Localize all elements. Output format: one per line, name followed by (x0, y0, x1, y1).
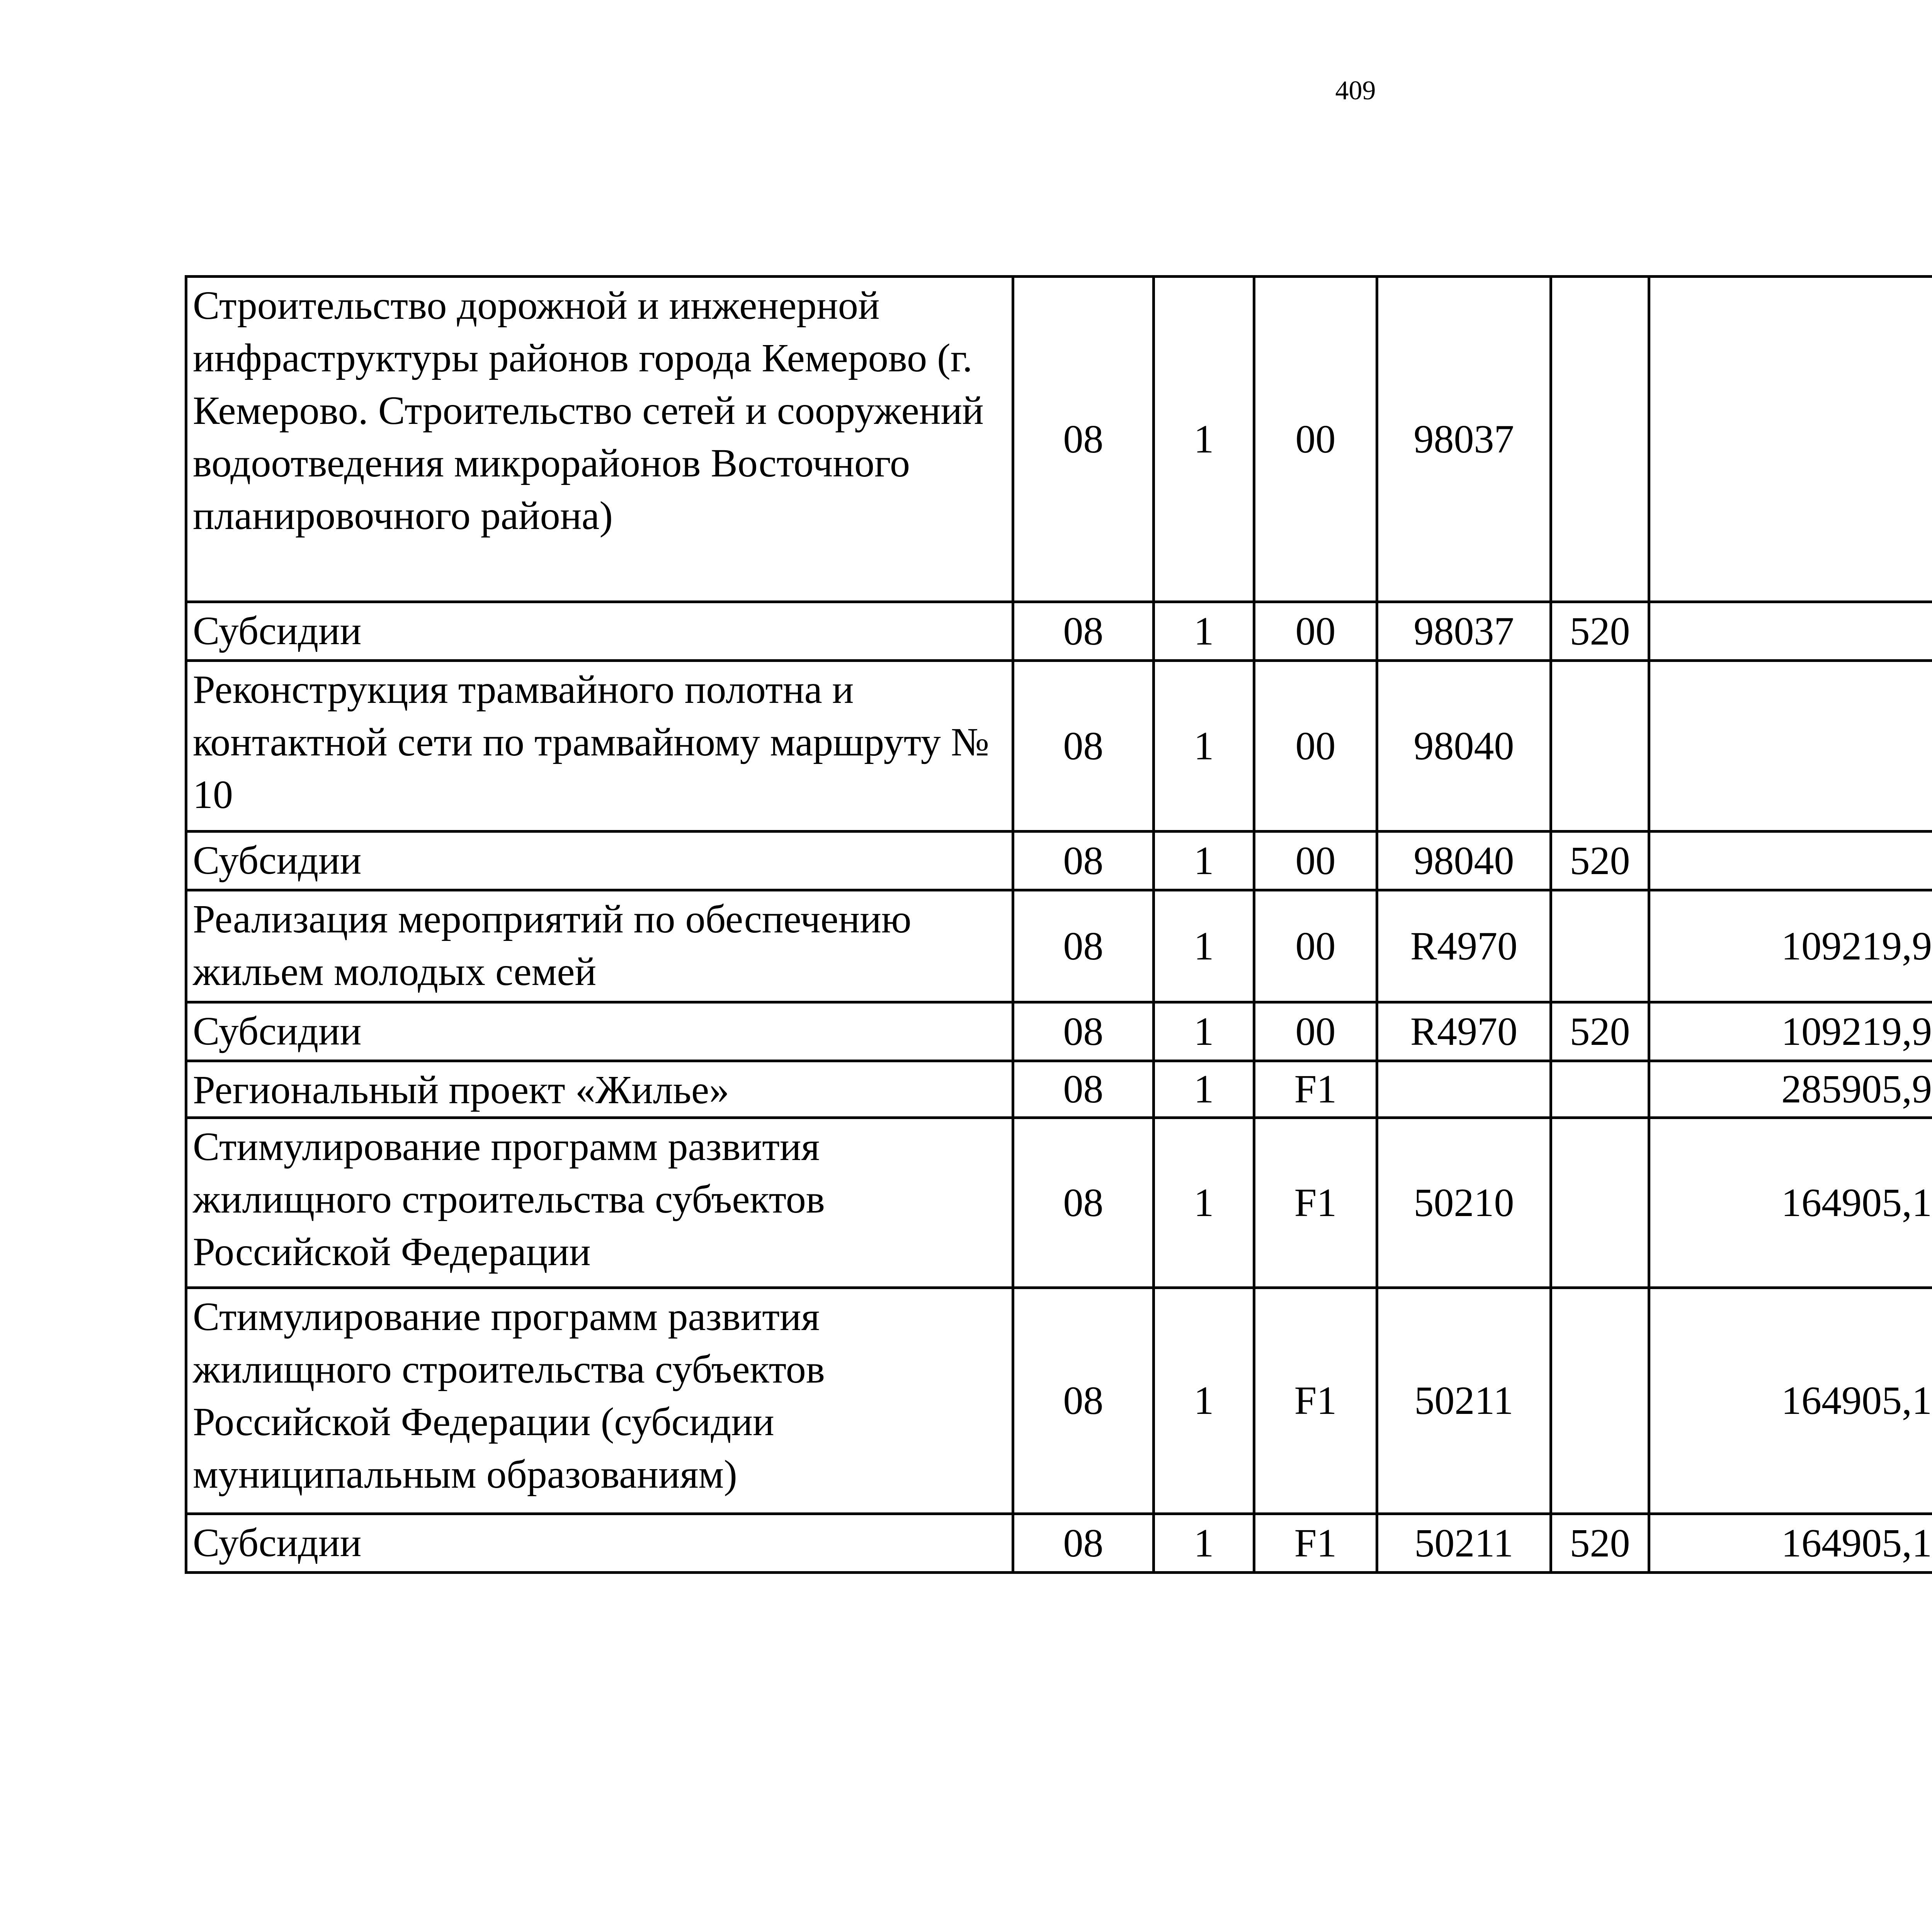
subprogram-code-cell: 00 (1254, 277, 1377, 602)
subprogram-code-cell: 00 (1254, 1002, 1377, 1061)
expense-type-cell (1551, 1061, 1649, 1118)
row-name-cell: Строительство дорожной и инженерной инфраструктуры районов города Кемерово (г. Кемерово. Строительство сетей и сооружений водоотведения микрорайонов Восточного планировочного района) (186, 277, 1013, 602)
expense-type-cell: 520 (1551, 1514, 1649, 1573)
value-1-cell (1649, 832, 1932, 890)
page-number: 409 (1335, 76, 1376, 105)
table-row (186, 277, 1932, 602)
table-row (186, 890, 1932, 1002)
section-code-cell: 08 (1013, 1288, 1154, 1514)
direction-code-cell: 98037 (1377, 277, 1551, 602)
table-row (186, 602, 1932, 661)
section-code-cell: 08 (1013, 661, 1154, 832)
budget-table-body (186, 277, 1932, 1573)
expense-type-cell: 520 (1551, 832, 1649, 890)
program-code-cell: 1 (1154, 602, 1254, 661)
direction-code-cell: R4970 (1377, 1002, 1551, 1061)
value-1-cell (1649, 277, 1932, 602)
section-code-cell: 08 (1013, 1002, 1154, 1061)
value-1-cell: 164905,1 (1649, 1288, 1932, 1514)
expense-type-cell (1551, 1288, 1649, 1514)
expense-type-cell: 520 (1551, 1002, 1649, 1061)
expense-type-cell (1551, 1118, 1649, 1288)
subprogram-code-cell: F1 (1254, 1514, 1377, 1573)
program-code-cell: 1 (1154, 890, 1254, 1002)
subprogram-code-cell: F1 (1254, 1118, 1377, 1288)
expense-type-cell: 520 (1551, 602, 1649, 661)
program-code-cell: 1 (1154, 1002, 1254, 1061)
subprogram-code-cell: 00 (1254, 602, 1377, 661)
program-code-cell: 1 (1154, 832, 1254, 890)
table-row (186, 1061, 1932, 1118)
subprogram-code-cell: F1 (1254, 1288, 1377, 1514)
value-1-cell: 109219,9 (1649, 1002, 1932, 1061)
row-name-cell: Субсидии (186, 1002, 1013, 1061)
direction-code-cell: 50211 (1377, 1514, 1551, 1573)
row-name-cell: Субсидии (186, 832, 1013, 890)
program-code-cell: 1 (1154, 277, 1254, 602)
expense-type-cell (1551, 277, 1649, 602)
section-code-cell: 08 (1013, 832, 1154, 890)
direction-code-cell: 50210 (1377, 1118, 1551, 1288)
table-row (186, 1118, 1932, 1288)
value-1-cell: 285905,9 (1649, 1061, 1932, 1118)
subprogram-code-cell: F1 (1254, 1061, 1377, 1118)
program-code-cell: 1 (1154, 661, 1254, 832)
section-code-cell: 08 (1013, 1118, 1154, 1288)
row-name-cell: Реализация мероприятий по обеспечению жильем молодых семей (186, 890, 1013, 1002)
direction-code-cell (1377, 1061, 1551, 1118)
table-row (186, 832, 1932, 890)
row-name-cell: Субсидии (186, 1514, 1013, 1573)
direction-code-cell: 98037 (1377, 602, 1551, 661)
section-code-cell: 08 (1013, 1514, 1154, 1573)
value-1-cell: 164905,1 (1649, 1514, 1932, 1573)
value-1-cell: 164905,1 (1649, 1118, 1932, 1288)
row-name-cell: Региональный проект «Жилье» (186, 1061, 1013, 1118)
program-code-cell: 1 (1154, 1118, 1254, 1288)
table-row (186, 1514, 1932, 1573)
row-name-cell: Стимулирование программ развития жилищного строительства субъектов Российской Федерации (186, 1118, 1013, 1288)
subprogram-code-cell: 00 (1254, 832, 1377, 890)
table-row (186, 1002, 1932, 1061)
program-code-cell: 1 (1154, 1061, 1254, 1118)
value-1-cell (1649, 661, 1932, 832)
table-row (186, 1288, 1932, 1514)
budget-table (185, 275, 1932, 1574)
direction-code-cell: 50211 (1377, 1288, 1551, 1514)
table-row (186, 661, 1932, 832)
subprogram-code-cell: 00 (1254, 661, 1377, 832)
section-code-cell: 08 (1013, 277, 1154, 602)
direction-code-cell: R4970 (1377, 890, 1551, 1002)
section-code-cell: 08 (1013, 602, 1154, 661)
expense-type-cell (1551, 661, 1649, 832)
row-name-cell: Стимулирование программ развития жилищного строительства субъектов Российской Федерации (субсидии муниципальным образованиям) (186, 1288, 1013, 1514)
row-name-cell: Реконструкция трамвайного полотна и контактной сети по трамвайному маршруту № 10 (186, 661, 1013, 832)
subprogram-code-cell: 00 (1254, 890, 1377, 1002)
direction-code-cell: 98040 (1377, 661, 1551, 832)
row-name-cell: Субсидии (186, 602, 1013, 661)
section-code-cell: 08 (1013, 1061, 1154, 1118)
program-code-cell: 1 (1154, 1514, 1254, 1573)
expense-type-cell (1551, 890, 1649, 1002)
value-1-cell: 109219,9 (1649, 890, 1932, 1002)
direction-code-cell: 98040 (1377, 832, 1551, 890)
value-1-cell (1649, 602, 1932, 661)
section-code-cell: 08 (1013, 890, 1154, 1002)
program-code-cell: 1 (1154, 1288, 1254, 1514)
